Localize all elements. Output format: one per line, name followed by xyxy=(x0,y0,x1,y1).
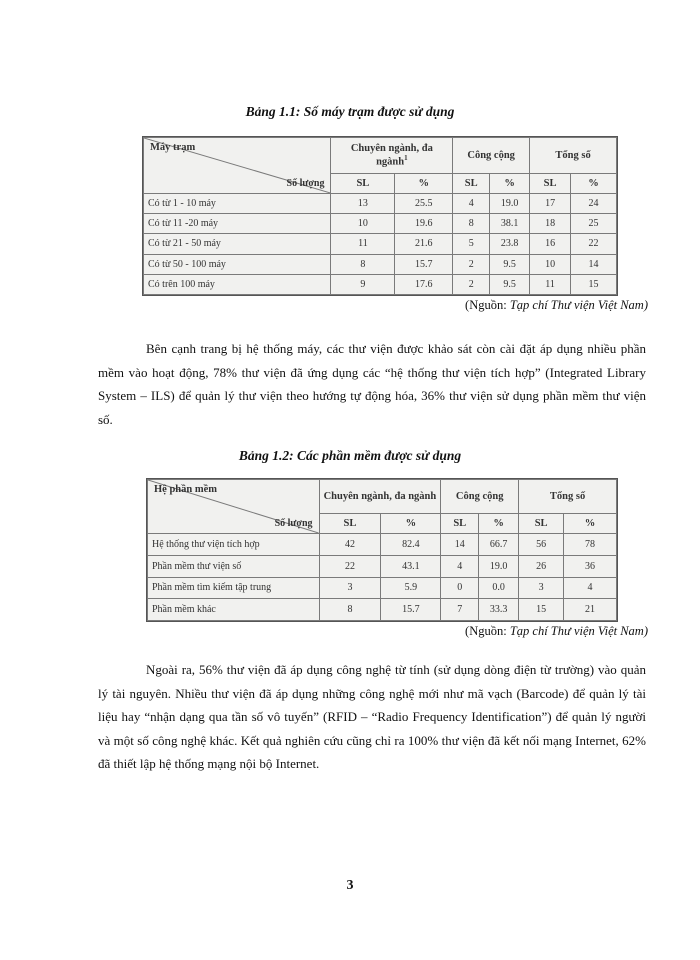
cell: 43.1 xyxy=(381,555,441,577)
cell: 19.6 xyxy=(395,214,453,234)
cell: 14 xyxy=(441,534,479,556)
table2-sub-header: % xyxy=(479,514,519,534)
table-row xyxy=(148,599,617,621)
table2-corner-bottom: Số lượng xyxy=(274,518,313,529)
cell: 36 xyxy=(564,555,617,577)
table2 xyxy=(146,478,618,622)
cell: 10 xyxy=(331,214,395,234)
table-row xyxy=(148,534,617,556)
paragraph-1: Bên cạnh trang bị hệ thống máy, các thư viện được khảo sát còn cài đặt áp dụng nhiều phần mềm vào hoạt động, 78% thư viện đã ứng dụng các “hệ thống thư viện tích hợp” (Integrated Library System – ILS) để quản lý thư viện theo hướng tự động hóa, 36% thư viện sử dụng phần mềm thư viện số. xyxy=(98,341,646,427)
cell: 3 xyxy=(319,577,381,599)
cell: 3 xyxy=(519,577,564,599)
cell: 9.5 xyxy=(490,254,530,274)
cell: 0 xyxy=(441,577,479,599)
cell: 18 xyxy=(530,214,571,234)
cell: 9 xyxy=(331,274,395,294)
cell: 21 xyxy=(564,599,617,621)
cell: 8 xyxy=(453,214,490,234)
table-row xyxy=(144,254,617,274)
table1-sub-header: SL xyxy=(453,174,490,194)
row-label: Phần mềm tìm kiếm tập trung xyxy=(148,577,320,599)
row-label: Có từ 11 -20 máy xyxy=(144,214,331,234)
cell: 11 xyxy=(530,274,571,294)
cell: 24 xyxy=(571,194,617,214)
cell: 15 xyxy=(519,599,564,621)
cell: 15.7 xyxy=(381,599,441,621)
table2-sub-header: SL xyxy=(319,514,381,534)
table2-group-header: Tổng số xyxy=(519,480,617,514)
cell: 56 xyxy=(519,534,564,556)
cell: 15.7 xyxy=(395,254,453,274)
cell: 14 xyxy=(571,254,617,274)
table2-sub-header: % xyxy=(381,514,441,534)
cell: 25 xyxy=(571,214,617,234)
table1-sub-header: % xyxy=(395,174,453,194)
table1-group-header: Chuyên ngành, đa ngành$^1$ xyxy=(331,138,453,174)
row-label: Có từ 1 - 10 máy xyxy=(144,194,331,214)
row-label: Hệ thống thư viện tích hợp xyxy=(148,534,320,556)
row-label: Có từ 50 - 100 máy xyxy=(144,254,331,274)
cell: 19.0 xyxy=(479,555,519,577)
table1-caption: Bảng 1.1: Số máy trạm được sử dụng xyxy=(245,104,455,119)
cell: 16 xyxy=(530,234,571,254)
table1-corner-bottom: Số lượng xyxy=(286,178,325,189)
table2-group-header: Công cộng xyxy=(441,480,519,514)
table1-sub-header: % xyxy=(571,174,617,194)
paragraph-2: Ngoài ra, 56% thư viện đã áp dụng công nghệ từ tính (sử dụng dòng điện từ trường) vào quản lý tài nguyên. Nhiều thư viện đã áp dụng những công nghệ mới như mã vạch (Barcode) để quản lý tài liệu hay “nhận dạng qua tần số vô tuyến” (RFID – “Radio Frequency Identification”) để quản lý người và một số công nghệ khác. Kết quả nghiên cứu cũng chỉ ra 100% thư viện đã kết nối mạng Internet, 62% đã thiết lập hệ thống mạng nội bộ Internet. xyxy=(98,662,646,771)
table2-sub-header: SL xyxy=(441,514,479,534)
table1-sub-header: SL xyxy=(530,174,571,194)
cell: 21.6 xyxy=(395,234,453,254)
cell: 15 xyxy=(571,274,617,294)
cell: 10 xyxy=(530,254,571,274)
cell: 4 xyxy=(564,577,617,599)
table-row xyxy=(144,234,617,254)
cell: 17.6 xyxy=(395,274,453,294)
cell: 17 xyxy=(530,194,571,214)
table-row xyxy=(148,555,617,577)
table2-corner-top: Hệ phần mềm xyxy=(154,484,217,495)
cell: 19.0 xyxy=(490,194,530,214)
table1-corner-top: Máy trạm xyxy=(150,142,196,153)
row-label: Phần mềm khác xyxy=(148,599,320,621)
row-label: Có từ 21 - 50 máy xyxy=(144,234,331,254)
page-number: 3 xyxy=(346,878,354,893)
cell: 38.1 xyxy=(490,214,530,234)
table2-sub-header: % xyxy=(564,514,617,534)
cell: 7 xyxy=(441,599,479,621)
cell: 2 xyxy=(453,254,490,274)
table-row xyxy=(144,214,617,234)
cell: 13 xyxy=(331,194,395,214)
cell: 4 xyxy=(453,194,490,214)
cell: 78 xyxy=(564,534,617,556)
cell: 9.5 xyxy=(490,274,530,294)
row-label: Phần mềm thư viện số xyxy=(148,555,320,577)
cell: 22 xyxy=(571,234,617,254)
cell: 26 xyxy=(519,555,564,577)
cell: 66.7 xyxy=(479,534,519,556)
table1-group-header: Công cộng xyxy=(453,138,530,174)
cell: 23.8 xyxy=(490,234,530,254)
table1-corner-cell xyxy=(144,138,331,194)
cell: 2 xyxy=(453,274,490,294)
table2-caption: Bảng 1.2: Các phần mềm được sử dụng xyxy=(238,448,462,463)
cell: 8 xyxy=(319,599,381,621)
cell: 82.4 xyxy=(381,534,441,556)
cell: 0.0 xyxy=(479,577,519,599)
table1-sub-header: % xyxy=(490,174,530,194)
cell: 42 xyxy=(319,534,381,556)
cell: 5 xyxy=(453,234,490,254)
table2-source: (Nguồn: Tạp chí Thư viện Việt Nam) xyxy=(465,624,648,638)
table2-group-header: Chuyên ngành, đa ngành xyxy=(319,480,441,514)
table1 xyxy=(142,136,618,296)
table2-corner-cell xyxy=(148,480,320,534)
table1-group-header: Tổng số xyxy=(530,138,617,174)
cell: 22 xyxy=(319,555,381,577)
cell: 5.9 xyxy=(381,577,441,599)
cell: 33.3 xyxy=(479,599,519,621)
table-row xyxy=(144,274,617,294)
table-row xyxy=(144,194,617,214)
cell: 11 xyxy=(331,234,395,254)
cell: 4 xyxy=(441,555,479,577)
row-label: Có trên 100 máy xyxy=(144,274,331,294)
table1-sub-header: SL xyxy=(331,174,395,194)
cell: 25.5 xyxy=(395,194,453,214)
table-row xyxy=(148,577,617,599)
table2-sub-header: SL xyxy=(519,514,564,534)
table1-source: (Nguồn: Tạp chí Thư viện Việt Nam) xyxy=(465,298,648,312)
cell: 8 xyxy=(331,254,395,274)
